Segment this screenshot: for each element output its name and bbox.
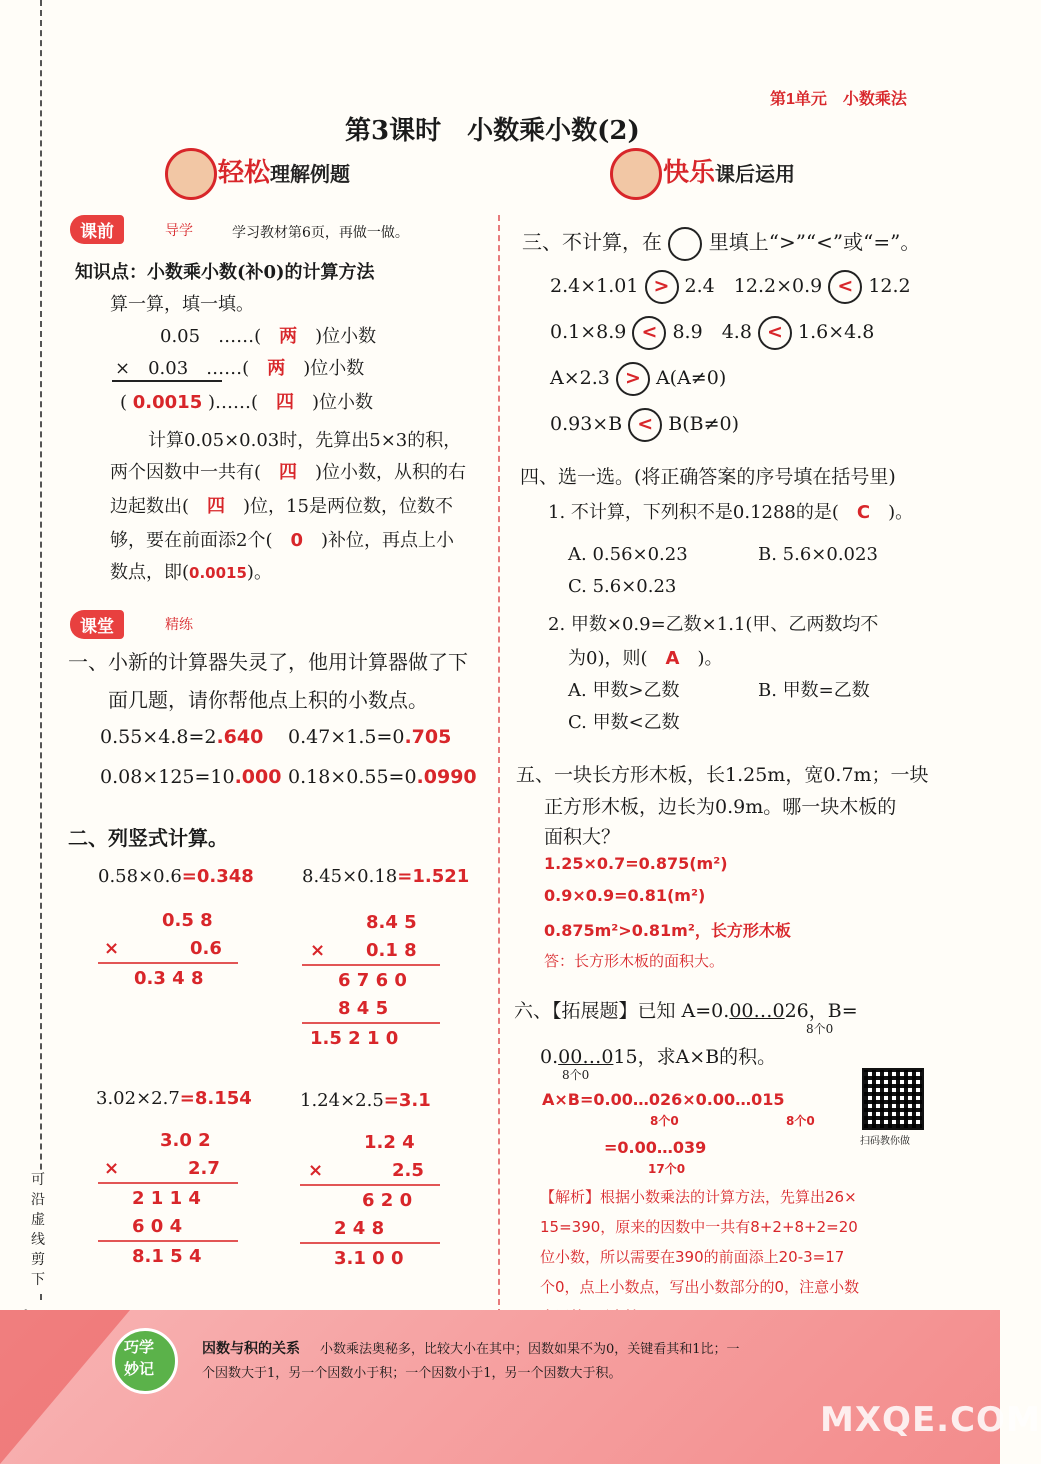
decimal-eq-2 xyxy=(288,726,451,748)
para-line-2 xyxy=(110,458,466,484)
eq2-a: 0.47×1.5=0 xyxy=(288,726,405,748)
right-banner xyxy=(663,152,795,189)
calc2-a: =1.521 xyxy=(397,866,470,887)
calc4-row2: 2.5 xyxy=(392,1160,424,1181)
footer-line-2: 个因数大于1，另一个因数小于积；一个因数小于1，另一个因数大于积。 xyxy=(202,1366,622,1381)
q6-b: 26，B= xyxy=(784,1000,858,1022)
calc3-a: =8.154 xyxy=(179,1088,252,1109)
left-banner-word2: 理解例题 xyxy=(270,162,351,186)
column-divider xyxy=(498,215,500,1315)
calc4-a: =3.1 xyxy=(383,1090,431,1111)
row3-dots: )……( xyxy=(207,392,259,413)
right-banner-word2: 课后运用 xyxy=(715,162,796,186)
calc1-question xyxy=(98,866,254,887)
knowledge-point: 知识点：小数乘小数(补0)的计算方法 xyxy=(75,262,375,283)
r1-b: 2.4 xyxy=(684,275,715,297)
calc2-row3: 6 7 6 0 xyxy=(338,970,407,991)
q5-answer-3: 0.875m²>0.81m²，长方形木板 xyxy=(544,921,791,940)
r2-sign: < xyxy=(632,316,666,350)
q1-line-2: 面几题，请你帮他点上积的小数点。 xyxy=(108,688,428,712)
para3-b: )位，15是两位数，位数不 xyxy=(243,496,453,517)
calc3-row1: 3.0 2 xyxy=(160,1130,211,1151)
q2-heading: 二、列竖式计算。 xyxy=(68,826,228,850)
eq4-a: 0.18×0.55=0 xyxy=(288,766,417,788)
explanation-1: 【解析】根据小数乘法的计算方法，先算出26× xyxy=(540,1188,857,1206)
q4-1-option-b: B. 5.6×0.023 xyxy=(758,544,878,565)
r4-b: B(B≠0) xyxy=(668,413,740,435)
watermark-text: MXQE.COM xyxy=(820,1400,1041,1440)
preclass-sub: 导学 xyxy=(165,223,193,239)
calc3-row4: 6 0 4 xyxy=(132,1216,183,1237)
para-line-5 xyxy=(110,558,272,584)
calc4-row5: 3.1 0 0 xyxy=(334,1248,404,1269)
para-line-1: 计算0.05×0.03时，先算出5×3的积， xyxy=(148,430,462,451)
q4-1-b: )。 xyxy=(888,502,914,523)
q6-brace-label: 8个0 xyxy=(806,1022,834,1036)
q6-answer-brace2: 8个0 xyxy=(786,1114,815,1128)
right-banner-word1: 快乐 xyxy=(663,158,716,188)
q5-answer-2: 0.9×0.9=0.81(m²) xyxy=(544,886,706,905)
calc2-row4: 8 4 5 xyxy=(338,998,389,1019)
para5-b: )。 xyxy=(246,562,272,583)
r2-a: 0.1×8.9 xyxy=(550,321,627,343)
unit-label xyxy=(770,86,907,109)
q4-2-option-c: C. 甲数<乙数 xyxy=(568,712,680,733)
calc4-line2 xyxy=(300,1242,440,1244)
q4-1-a: 1. 不计算，下列积不是0.1288的是( xyxy=(548,502,839,523)
para3-answer: 四 xyxy=(207,496,226,517)
tip-badge-line2: 妙记 xyxy=(124,1361,155,1378)
calc1-row3: 0.3 4 8 xyxy=(134,968,204,989)
preclass-note: 学习教材第6页，再做一做。 xyxy=(232,225,409,241)
calc-prompt: 算一算，填一填。 xyxy=(110,294,254,315)
inclass-tag: 课堂 xyxy=(70,610,124,639)
explanation-4: 个0，点上小数点，写出小数部分的0，注意小数 xyxy=(540,1278,860,1296)
calc4-row4: 2 4 8 xyxy=(334,1218,385,1239)
q5-line-2: 正方形木板，边长为0.9m。哪一块木板的 xyxy=(544,796,897,818)
r2-d: 1.6×4.8 xyxy=(798,321,875,343)
calc2-question xyxy=(302,866,469,887)
row3-answer2: 四 xyxy=(276,392,295,413)
explanation-2: 15=390，原来的因数中一共有8+2+8+2=20 xyxy=(540,1218,858,1236)
row2-suffix: )位小数 xyxy=(303,358,365,379)
r1-c: 12.2×0.9 xyxy=(733,275,823,297)
q4-2-option-a: A. 甲数>乙数 xyxy=(568,680,680,701)
calc3-line2 xyxy=(98,1240,238,1242)
calc4-q: 1.24×2.5 xyxy=(300,1090,384,1111)
q6-zeros: 00…0 xyxy=(729,1000,785,1022)
calc4-row3: 6 2 0 xyxy=(362,1190,413,1211)
para4-a: 够，要在前面添2个( xyxy=(110,530,273,551)
q5-line-1: 五、一块长方形木板，长1.25m，宽0.7m；一块 xyxy=(516,764,929,786)
q6-l2-b: 15，求A×B的积。 xyxy=(613,1046,777,1068)
para5-a: 数点，即( xyxy=(110,562,190,583)
row1-dots: ……( xyxy=(218,326,262,347)
calc3-question xyxy=(96,1088,252,1109)
q6-answer-2: =0.00…039 xyxy=(604,1138,707,1157)
calc3-times: × xyxy=(104,1158,120,1179)
calc2-row2: 0.1 8 xyxy=(366,940,417,961)
topic-text: 小数乘法 xyxy=(842,91,907,108)
calc1-line xyxy=(98,962,238,964)
para4-answer: 0 xyxy=(290,530,304,551)
calc3-q: 3.02×2.7 xyxy=(96,1088,180,1109)
row2-answer: 两 xyxy=(267,358,286,379)
r3-sign: > xyxy=(616,362,650,396)
row3-answer: 0.0015 xyxy=(132,392,203,413)
eq1-b: .640 xyxy=(216,726,264,748)
calc-underline xyxy=(112,380,222,382)
decimal-eq-4 xyxy=(288,766,477,788)
q4-2-line1: 2. 甲数×0.9=乙数×1.1(甲、乙两数均不 xyxy=(548,614,879,635)
q4-2-b: 为0)，则( xyxy=(568,648,648,669)
page-title: 第3课时 小数乘小数(2) xyxy=(345,116,640,146)
eq4-b: .0990 xyxy=(416,766,477,788)
q6-l2-zeros: 00…0 xyxy=(558,1046,614,1068)
para2-b: )位小数，从积的右 xyxy=(315,462,467,483)
q4-2-option-b: B. 甲数=乙数 xyxy=(758,680,870,701)
calc-row-1 xyxy=(160,322,376,348)
row3-open: ( xyxy=(120,392,128,413)
preclass-tag: 课前 xyxy=(70,215,124,244)
q6-brace2-label: 8个0 xyxy=(562,1068,590,1082)
r1-sign2: < xyxy=(828,270,862,304)
calc2-times: × xyxy=(310,940,326,961)
eq3-a: 0.08×125=10 xyxy=(100,766,235,788)
calc3-row5: 8.1 5 4 xyxy=(132,1246,202,1267)
calc2-line1 xyxy=(302,964,440,966)
q1-line-1: 一、小新的计算器失灵了，他用计算器做了下 xyxy=(68,650,468,674)
compare-row-4 xyxy=(550,408,739,442)
r1-a: 2.4×1.01 xyxy=(550,275,639,297)
row1-answer: 两 xyxy=(279,326,298,347)
empty-circle-icon xyxy=(668,227,702,261)
compare-row-2 xyxy=(550,316,874,350)
cut-label: 可沿虚线剪下 xyxy=(31,1172,45,1288)
q3-a: 三、不计算，在 xyxy=(522,230,662,254)
girl-mascot-icon xyxy=(610,148,662,200)
unit-text: 第1单元 xyxy=(770,91,827,108)
cut-dashed-line xyxy=(40,0,42,1300)
calc4-row1: 1.2 4 xyxy=(364,1132,415,1153)
calc3-line1 xyxy=(98,1182,238,1184)
calc-row-3 xyxy=(120,388,373,414)
row1-suffix: )位小数 xyxy=(315,326,377,347)
left-banner-word1: 轻松 xyxy=(218,158,271,188)
r2-sign2: < xyxy=(758,316,792,350)
q4-1-answer: C xyxy=(856,502,871,523)
para5-answer: 0.0015 xyxy=(189,564,247,582)
q3-heading xyxy=(522,226,920,261)
q3-b: 里填上“>”“<”或“=”。 xyxy=(708,230,921,254)
calc4-line1 xyxy=(300,1184,440,1186)
calc1-row1: 0.5 8 xyxy=(162,910,213,931)
calc2-row1: 8.4 5 xyxy=(366,912,417,933)
calc1-a: =0.348 xyxy=(181,866,254,887)
calc1-q: 0.58×0.6 xyxy=(98,866,182,887)
calc1-times: × xyxy=(104,938,120,959)
row1-num: 0.05 xyxy=(160,326,201,347)
calc2-row5: 1.5 2 1 0 xyxy=(310,1028,399,1049)
inclass-sub: 精练 xyxy=(165,617,193,633)
calc4-times: × xyxy=(308,1160,324,1181)
qr-label: 扫码教你做 xyxy=(860,1136,910,1147)
r3-a: A×2.3 xyxy=(550,367,610,389)
calc2-q: 8.45×0.18 xyxy=(302,866,398,887)
eq2-b: .705 xyxy=(404,726,452,748)
para-line-4 xyxy=(110,526,454,552)
q4-1-option-c: C. 5.6×0.23 xyxy=(568,576,677,597)
row3-suffix: )位小数 xyxy=(312,392,374,413)
compare-row-1 xyxy=(550,270,911,304)
r2-c: 4.8 xyxy=(721,321,752,343)
calc4-question xyxy=(300,1090,431,1111)
explanation-3: 位小数，所以需要在390的前面添上20-3=17 xyxy=(540,1248,845,1266)
footer-line-1: 小数乘法奥秘多，比较大小在其中；因数如果不为0，关键看其和1比；一 xyxy=(320,1342,740,1357)
q5-answer-4: 答：长方形木板的面积大。 xyxy=(544,952,725,970)
q6-line-1 xyxy=(514,996,858,1023)
q6-l2-a: 0. xyxy=(540,1046,559,1068)
tip-badge-line1: 巧学 xyxy=(124,1339,155,1356)
eq1-a: 0.55×4.8=2 xyxy=(100,726,217,748)
para2-answer: 四 xyxy=(279,462,298,483)
q4-1 xyxy=(548,498,913,524)
decimal-eq-3 xyxy=(100,766,281,788)
para2-a: 两个因数中一共有( xyxy=(110,462,262,483)
footer-heading: 因数与积的关系 xyxy=(202,1341,300,1357)
calc3-row2: 2.7 xyxy=(188,1158,220,1179)
q4-heading: 四、选一选。(将正确答案的序号填在括号里) xyxy=(520,466,896,488)
q4-2-answer: A xyxy=(665,648,680,669)
compare-row-3 xyxy=(550,362,726,396)
q4-1-option-a: A. 0.56×0.23 xyxy=(568,544,688,565)
r2-b: 8.9 xyxy=(672,321,703,343)
calc1-row2: 0.6 xyxy=(190,938,222,959)
qr-code-icon[interactable] xyxy=(862,1068,924,1130)
r1-d: 12.2 xyxy=(868,275,911,297)
boy-mascot-icon xyxy=(165,148,217,200)
calc2-line2 xyxy=(302,1022,440,1024)
footer-decor xyxy=(0,1310,130,1464)
calc3-row3: 2 1 1 4 xyxy=(132,1188,201,1209)
para3-a: 边起数出( xyxy=(110,496,190,517)
left-banner xyxy=(218,152,350,189)
q6-a: 六、【拓展题】已知 A=0. xyxy=(514,1000,730,1022)
q5-answer-1: 1.25×0.7=0.875(m²) xyxy=(544,854,728,873)
r1-sign: > xyxy=(645,270,679,304)
calc-row-2 xyxy=(115,354,364,380)
q6-answer-brace3: 17个0 xyxy=(648,1162,686,1176)
row2-dots: ……( xyxy=(206,358,250,379)
q4-2-line2 xyxy=(568,644,722,670)
eq3-b: .000 xyxy=(234,766,282,788)
r3-b: A(A≠0) xyxy=(655,367,727,389)
q6-answer-brace1: 8个0 xyxy=(650,1114,679,1128)
r4-a: 0.93×B xyxy=(550,413,623,435)
q5-line-3: 面积大？ xyxy=(544,826,621,848)
decimal-eq-1 xyxy=(100,726,263,748)
q6-line-2 xyxy=(540,1042,776,1069)
para-line-3 xyxy=(110,492,453,518)
q6-answer-1: A×B=0.00…026×0.00…015 xyxy=(542,1090,785,1109)
r4-sign: < xyxy=(628,408,662,442)
row2-num: × 0.03 xyxy=(115,358,189,379)
q4-2-c: )。 xyxy=(697,648,723,669)
para4-b: )补位，再点上小 xyxy=(321,530,455,551)
